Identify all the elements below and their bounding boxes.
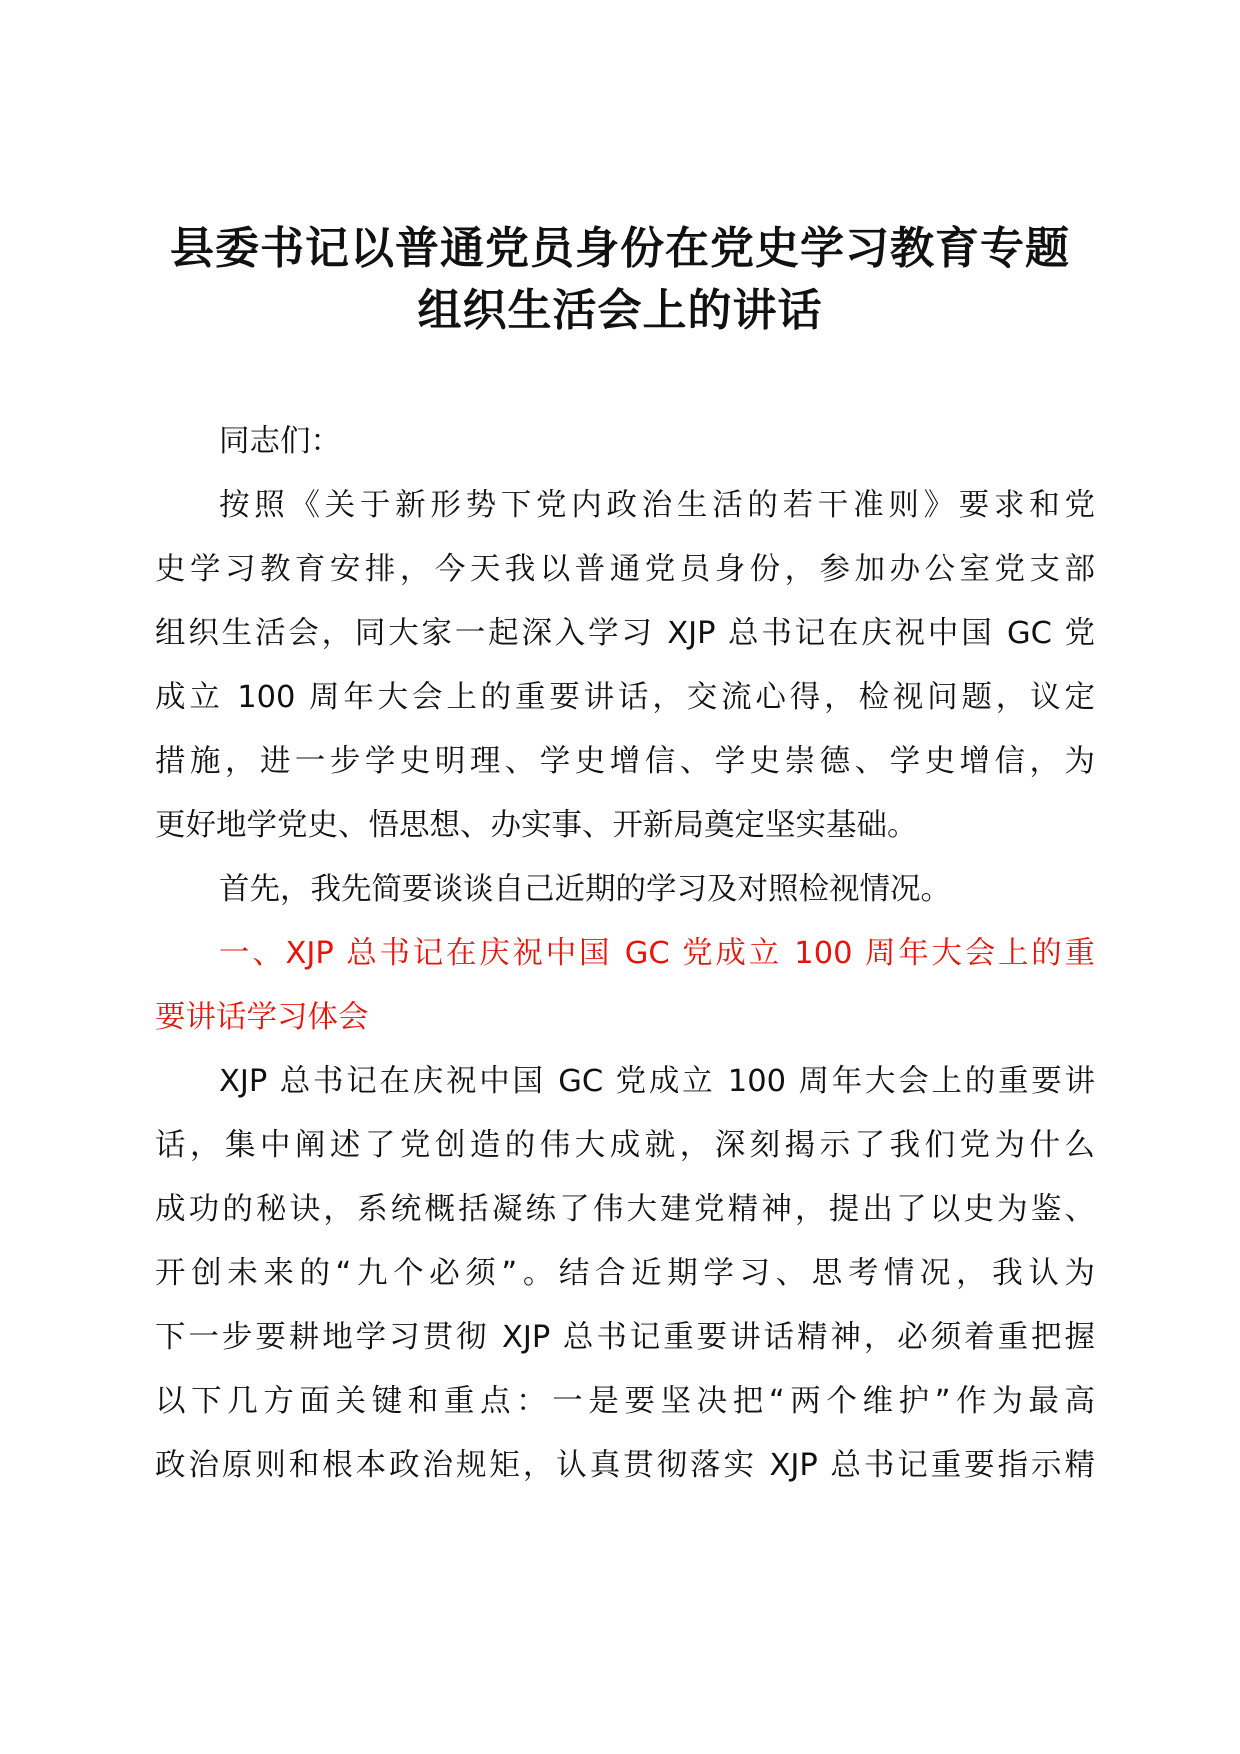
paragraph-3-line: 以下几方面关键和重点：一是要坚决把“两个维护”作为最高 <box>155 1384 1095 1419</box>
paragraph-3-line: XJP 总书记在庆祝中国 GC 党成立 100 周年大会上的重要讲 <box>219 1064 1095 1099</box>
title-line-1: 县委书记以普通党员身份在党史学习教育专题 <box>170 223 1070 274</box>
paragraph-1-line: 按照《关于新形势下党内政治生活的若干准则》要求和党 <box>219 488 1095 523</box>
salutation: 同志们： <box>219 424 341 459</box>
paragraph-1-line: 更好地学党史、悟思想、办实事、开新局奠定坚实基础。 <box>155 808 918 843</box>
paragraph-3-line: 成功的秘诀，系统概括凝练了伟大建党精神，提出了以史为鉴、 <box>155 1192 1095 1227</box>
paragraph-3-line: 话，集中阐述了党创造的伟大成就，深刻揭示了我们党为什么 <box>155 1128 1095 1163</box>
document-title <box>150 218 1090 342</box>
paragraph-1-line: 组织生活会，同大家一起深入学习 XJP 总书记在庆祝中国 GC 党 <box>155 616 1095 651</box>
paragraph-1-line: 措施，进一步学史明理、学史增信、学史崇德、学史增信，为 <box>155 744 1095 779</box>
paragraph-3 <box>155 1050 1095 1498</box>
paragraph-3-line: 开创未来的“九个必须”。结合近期学习、思考情况，我认为 <box>155 1256 1095 1291</box>
section-heading-line: 要讲话学习体会 <box>155 1000 369 1035</box>
paragraph-2: 首先，我先简要谈谈自己近期的学习及对照检视情况。 <box>219 872 951 907</box>
section-heading-1 <box>155 922 1095 1050</box>
paragraph-1-line: 史学习教育安排，今天我以普通党员身份，参加办公室党支部 <box>155 552 1095 587</box>
title-line-2: 组织生活会上的讲话 <box>417 285 823 336</box>
paragraph-1-line: 成立 100 周年大会上的重要讲话，交流心得，检视问题，议定 <box>155 680 1095 715</box>
document-body <box>155 410 1095 1498</box>
paragraph-3-line: 政治原则和根本政治规矩，认真贯彻落实 XJP 总书记重要指示精 <box>155 1448 1095 1483</box>
paragraph-1 <box>155 474 1095 858</box>
section-heading-line: 一、XJP 总书记在庆祝中国 GC 党成立 100 周年大会上的重 <box>219 936 1095 971</box>
paragraph-3-line: 下一步要耕地学习贯彻 XJP 总书记重要讲话精神，必须着重把握 <box>155 1320 1095 1355</box>
